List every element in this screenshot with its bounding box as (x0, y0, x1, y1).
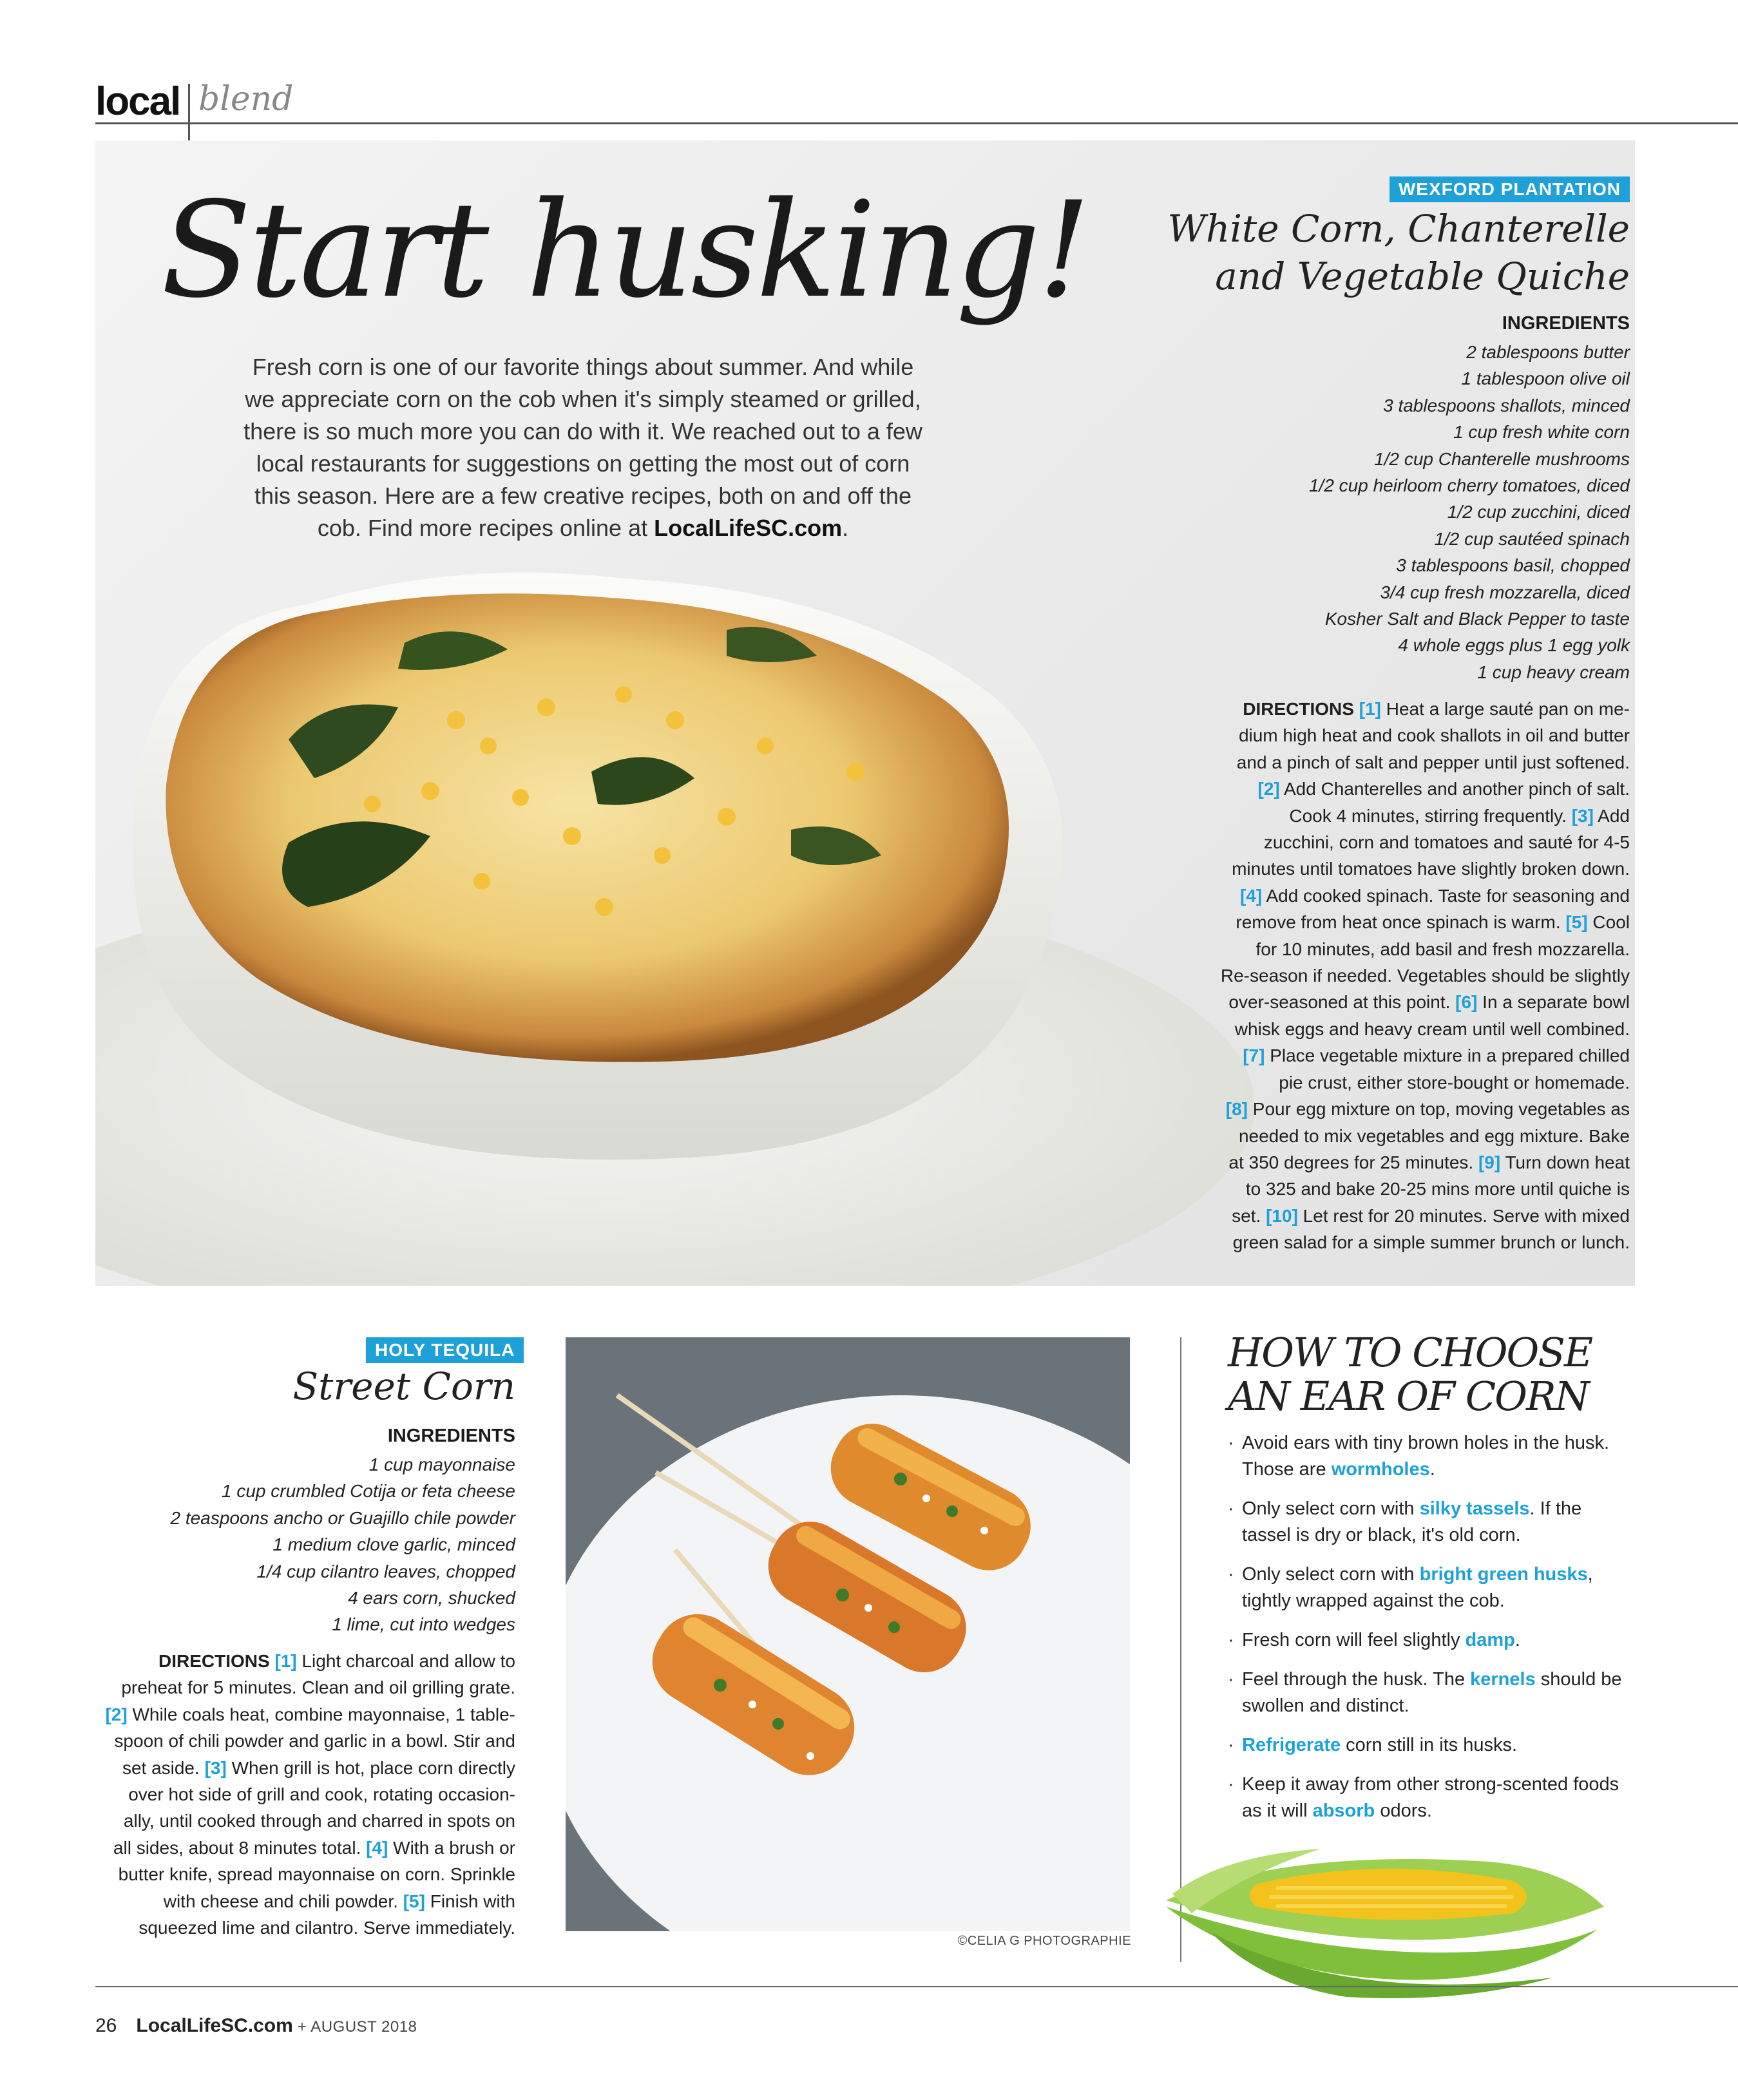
direction-text: ally, until cooked through and charred in spots on (123, 1811, 515, 1831)
direction-text: pie crust, either store-bought or homemade. (1279, 1072, 1630, 1093)
tip-text: corn still in its husks. (1341, 1735, 1518, 1755)
direction-text: Add Chanterelles and another pinch of salt. (1279, 779, 1630, 799)
step-number: [1] (1359, 699, 1381, 719)
tip-highlight: damp (1465, 1630, 1515, 1650)
direction-line (97, 1835, 515, 1861)
direction-text: When grill is hot, place corn directly (226, 1757, 515, 1778)
direction-line (1221, 696, 1630, 722)
tip-text: should be swollen and distinct. (1242, 1669, 1622, 1716)
ingredient-item: 1/2 cup zucchini, diced (1447, 502, 1630, 522)
intro-text: . (842, 515, 849, 541)
direction-text: Add (1593, 805, 1630, 826)
direction-line (97, 1781, 515, 1808)
ingredient-item: 2 teaspoons ancho or Guajillo chile powder (170, 1507, 515, 1528)
ingredients-list (1309, 339, 1630, 685)
direction-line (97, 1861, 515, 1887)
intro-text: cob. Find more recipes online at (317, 515, 654, 541)
direction-text: with cheese and chili powder. (163, 1891, 403, 1911)
corn-cob-image (1153, 1810, 1617, 2007)
ingredient-item: 3 tablespoons shallots, minced (1383, 395, 1630, 415)
tip-item (1228, 1627, 1627, 1654)
source-tag-wexford: WEXFORD PLANTATION (1389, 177, 1630, 202)
footer-site[interactable]: LocalLifeSC.com (136, 2015, 293, 2036)
direction-text: Place vegetable mixture in a prepared chilled (1265, 1045, 1630, 1066)
step-number: [2] (1257, 779, 1280, 799)
direction-text: remove from heat once spinach is warm. (1236, 912, 1566, 933)
direction-line (1221, 1149, 1630, 1176)
ingredients-heading: INGREDIENTS (387, 1426, 515, 1446)
ingredient-item: 1 cup mayonnaise (368, 1455, 515, 1475)
header-rule (95, 122, 1738, 124)
intro-line: Fresh corn is one of our favorite things about summer. And while (252, 354, 914, 380)
intro-line: this season. Here are a few creative recipes, both on and off the (254, 482, 912, 509)
step-number: [5] (403, 1891, 425, 1911)
step-number: [4] (1239, 885, 1263, 906)
direction-text: zucchini, corn and tomatoes and sauté for 4-5 (1263, 832, 1630, 853)
recipe-title-street-corn: Street Corn (292, 1364, 515, 1408)
street-corn-illustration (566, 1337, 1130, 1931)
bullet-icon: · (1228, 1774, 1234, 1795)
intro-paragraph (213, 351, 953, 544)
step-number: [2] (105, 1704, 128, 1724)
direction-text: over hot side of grill and cook, rotating occasion- (128, 1784, 515, 1805)
page-footer (95, 2015, 417, 2037)
direction-text: green salad for a simple summer brunch or lunch. (1232, 1232, 1630, 1253)
ingredient-item: 4 whole eggs plus 1 egg yolk (1398, 635, 1630, 656)
ingredient-item: Kosher Salt and Black Pepper to taste (1324, 609, 1630, 629)
tip-text: . (1429, 1459, 1435, 1480)
direction-line (1221, 1042, 1630, 1069)
title-line: White Corn, Chanterelle (1167, 207, 1630, 251)
tip-item (1228, 1430, 1627, 1483)
step-number: [5] (1565, 912, 1588, 933)
step-number: [4] (366, 1837, 388, 1858)
direction-line (1221, 1176, 1630, 1202)
bullet-icon: · (1228, 1564, 1234, 1585)
direction-line (1221, 1203, 1630, 1229)
tip-highlight: Refrigerate (1242, 1735, 1341, 1755)
corn-cob-illustration (1153, 1810, 1617, 2003)
direction-text: over-seasoned at this point. (1228, 992, 1456, 1013)
ingredient-item: 1 lime, cut into wedges (332, 1614, 515, 1635)
step-number: [1] (274, 1651, 297, 1671)
ingredient-item: 1 cup crumbled Cotija or feta cheese (221, 1481, 515, 1502)
heading-line: HOW TO CHOOSE (1228, 1329, 1592, 1376)
direction-text: Finish with (425, 1891, 515, 1911)
direction-line (1221, 855, 1630, 882)
direction-line (1221, 803, 1630, 829)
tip-highlight: silky tassels (1419, 1498, 1530, 1519)
step-number: [9] (1478, 1152, 1501, 1172)
direction-text: Pour egg mixture on top, moving vegetables as (1247, 1099, 1630, 1120)
tip-item (1228, 1496, 1627, 1549)
ingredient-item: 2 tablespoons butter (1466, 342, 1630, 362)
ingredient-item: 3 tablespoons basil, chopped (1396, 555, 1630, 576)
direction-line (97, 1728, 515, 1754)
direction-line (1221, 989, 1630, 1015)
direction-line (1221, 936, 1630, 962)
tip-text: . If the tassel is dry or black, it's old corn. (1242, 1498, 1582, 1545)
brand-logo: local (95, 79, 180, 124)
street-corn-photo (566, 1337, 1130, 1931)
tip-text: Feel through the husk. The (1242, 1669, 1471, 1690)
direction-text: In a separate bowl (1477, 992, 1630, 1013)
footer-separator: + (292, 2018, 311, 2036)
tip-text: Avoid ears with tiny brown holes in the husk. Those are (1242, 1433, 1610, 1480)
step-number: [6] (1455, 992, 1478, 1013)
tip-highlight: wormholes (1331, 1459, 1430, 1480)
issue-date: AUGUST 2018 (310, 2018, 417, 2036)
directions-text (1221, 696, 1630, 1256)
direction-line (1221, 1123, 1630, 1149)
step-number: [7] (1243, 1045, 1265, 1066)
direction-line (97, 1888, 515, 1914)
direction-text: needed to mix vegetables and egg mixture. Bake (1238, 1125, 1630, 1146)
direction-text: Heat a large sauté pan on me- (1380, 699, 1630, 719)
bullet-icon: · (1228, 1669, 1234, 1690)
direction-line (97, 1914, 515, 1941)
direction-line (1221, 962, 1630, 989)
direction-text: all sides, about 8 minutes total. (113, 1837, 367, 1858)
direction-text: to 325 and bake 20-25 mins more until quiche is (1245, 1179, 1630, 1199)
direction-text: whisk eggs and heavy cream until well combined. (1234, 1018, 1630, 1039)
ingredient-item: 1 cup heavy cream (1477, 662, 1630, 682)
step-number: [8] (1225, 1099, 1248, 1120)
direction-line (1221, 1016, 1630, 1042)
tip-text: Fresh corn will feel slightly (1242, 1630, 1466, 1650)
direction-text: Cook 4 minutes, stirring frequently. (1289, 805, 1572, 826)
ingredient-item: 1 medium clove garlic, minced (272, 1534, 515, 1555)
direction-text: Cool (1587, 912, 1630, 933)
direction-text: Light charcoal and allow to (296, 1651, 515, 1671)
direction-line (1221, 722, 1630, 749)
direction-text: Turn down heat (1500, 1152, 1630, 1172)
directions-text (97, 1648, 515, 1941)
direction-text: minutes until tomatoes have slightly broken down. (1232, 859, 1630, 879)
bullet-icon: · (1228, 1735, 1234, 1755)
tip-highlight: kernels (1470, 1669, 1536, 1690)
title-line: and Vegetable Quiche (1215, 254, 1630, 298)
direction-text: set aside. (122, 1757, 205, 1778)
direction-text: at 350 degrees for 25 minutes. (1228, 1152, 1478, 1172)
step-number: [3] (1571, 805, 1594, 826)
direction-text: squeezed lime and cilantro. Serve immediately. (138, 1918, 515, 1938)
direction-line (1221, 1096, 1630, 1122)
step-number: [10] (1266, 1205, 1298, 1226)
source-tag-holy-tequila: HOLY TEQUILA (366, 1337, 524, 1363)
direction-line (1221, 883, 1630, 909)
direction-text: Add cooked spinach. Taste for seasoning and (1262, 885, 1630, 906)
direction-text: preheat for 5 minutes. Clean and oil grilling grate. (121, 1677, 515, 1698)
ingredient-item: 4 ears corn, shucked (348, 1588, 515, 1608)
direction-text: While coals heat, combine mayonnaise, 1 table- (127, 1704, 515, 1724)
directions-label: DIRECTIONS (1243, 699, 1354, 719)
bullet-icon: · (1228, 1630, 1234, 1650)
ingredients-list (97, 1451, 515, 1638)
intro-line: local restaurants for suggestions on getting the most out of corn (256, 450, 910, 477)
ingredient-item: 1/2 cup sautéed spinach (1434, 528, 1630, 549)
heading-line: AN EAR OF CORN (1228, 1373, 1589, 1420)
tips-list (1228, 1430, 1627, 1837)
direction-line (97, 1808, 515, 1834)
intro-line (213, 512, 953, 544)
ingredient-item: 1 cup fresh white corn (1453, 422, 1630, 443)
direction-text: Re-season if needed. Vegetables should be slightly (1220, 966, 1630, 986)
tip-text: Keep it away from other strong-scented foods as it will (1242, 1774, 1619, 1821)
direction-text: for 10 minutes, add basil and fresh mozzarella. (1256, 939, 1630, 959)
tip-item (1228, 1732, 1627, 1759)
tip-text: Only select corn with (1242, 1564, 1420, 1585)
footer-rule (95, 1986, 1738, 1987)
direction-line (1221, 749, 1630, 776)
direction-text: and a pinch of salt and pepper until just softened. (1236, 752, 1630, 772)
direction-line (1221, 1069, 1630, 1096)
ingredient-item: 1 tablespoon olive oil (1461, 368, 1630, 389)
tip-highlight: absorb (1312, 1800, 1375, 1821)
page-title: Start husking! (161, 174, 1089, 327)
direction-text: set. (1232, 1205, 1266, 1226)
website-link[interactable]: LocalLifeSC.com (654, 515, 843, 541)
direction-text: Let rest for 20 minutes. Serve with mixed (1297, 1205, 1630, 1226)
tip-item (1228, 1666, 1627, 1719)
bullet-icon: · (1228, 1498, 1234, 1519)
step-number: [3] (204, 1757, 227, 1778)
tip-text: . (1514, 1630, 1520, 1650)
tips-heading (1228, 1331, 1592, 1418)
ingredient-item: 1/4 cup cilantro leaves, chopped (256, 1561, 515, 1581)
direction-line (97, 1674, 515, 1701)
direction-line (97, 1755, 515, 1781)
bullet-icon: · (1228, 1433, 1234, 1453)
ingredients-heading: INGREDIENTS (1502, 313, 1630, 334)
tip-text: Only select corn with (1242, 1498, 1420, 1519)
direction-line (97, 1701, 515, 1728)
ingredient-item: 1/2 cup heirloom cherry tomatoes, diced (1308, 475, 1630, 496)
direction-text: With a brush or (388, 1837, 515, 1858)
section-name: blend (198, 80, 294, 119)
intro-line: we appreciate corn on the cob when it's simply steamed or grilled, (245, 386, 921, 412)
direction-text: spoon of chili powder and garlic in a bowl. Stir and (114, 1731, 515, 1752)
direction-line (97, 1648, 515, 1674)
tip-highlight: bright green husks (1419, 1564, 1588, 1585)
intro-line: there is so much more you can do with it. We reached out to a few (244, 418, 922, 444)
direction-text: butter knife, spread mayonnaise on corn. Sprinkle (118, 1864, 515, 1885)
direction-line (1221, 1229, 1630, 1255)
directions-label: DIRECTIONS (158, 1651, 270, 1671)
tip-text: , tightly wrapped against the cob. (1242, 1564, 1593, 1611)
recipe-title-quiche (1114, 205, 1630, 300)
direction-line (1221, 909, 1630, 935)
page-number: 26 (95, 2015, 117, 2036)
direction-line (1221, 829, 1630, 855)
direction-text: dium high heat and cook shallots in oil and butter (1238, 725, 1630, 746)
tip-item (1228, 1561, 1627, 1614)
photo-credit: ©CELIA G PHOTOGRAPHIE (957, 1934, 1131, 1948)
tip-text: odors. (1375, 1800, 1432, 1821)
ingredient-item: 3/4 cup fresh mozzarella, diced (1380, 582, 1630, 602)
ingredient-item: 1/2 cup Chanterelle mushrooms (1374, 448, 1630, 469)
direction-line (1221, 776, 1630, 802)
